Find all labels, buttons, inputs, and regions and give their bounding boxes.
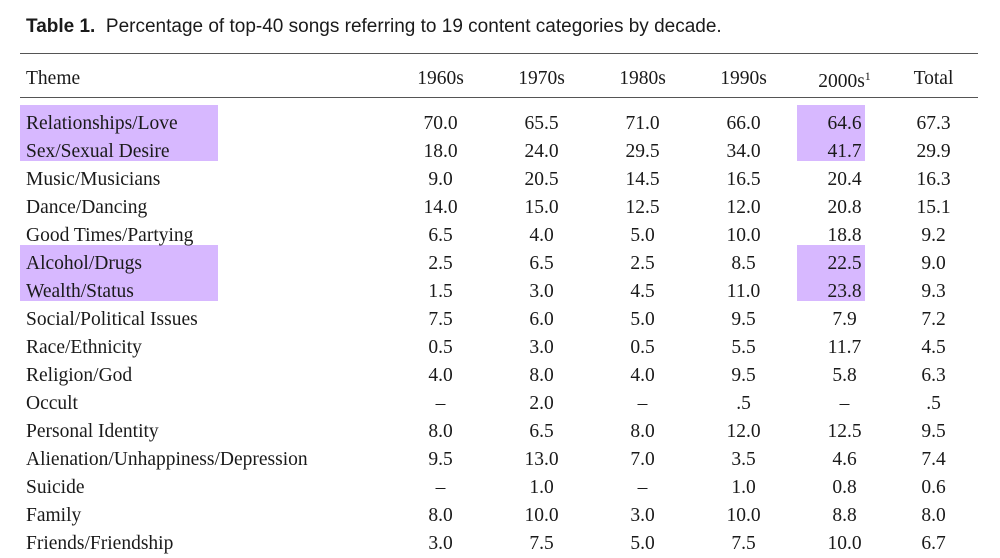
header-row — [20, 60, 972, 98]
content-categories-table — [20, 60, 972, 558]
cell-v1990s: 1.0 — [731, 477, 756, 498]
cell-v1990s: 12.0 — [726, 197, 761, 218]
table-row — [20, 474, 972, 502]
cell-v1990s: 3.5 — [731, 449, 756, 470]
cell-v2000s: 8.8 — [832, 505, 857, 526]
cell-v1960s: – — [435, 477, 446, 498]
cell-v2000s: 12.5 — [827, 421, 862, 442]
cell-v1960s: 7.5 — [428, 309, 453, 330]
cell-v1990s: 9.5 — [731, 365, 756, 386]
cell-total: 15.1 — [916, 197, 951, 218]
table-row — [20, 278, 972, 306]
cell-v1970s: 20.5 — [524, 169, 559, 190]
row-theme: Friends/Friendship — [26, 533, 174, 554]
cell-v1970s: 6.0 — [529, 309, 554, 330]
cell-total: 8.0 — [921, 505, 946, 526]
cell-v1980s: 12.5 — [625, 197, 660, 218]
table-row — [20, 334, 972, 362]
cell-v1980s: 8.0 — [630, 421, 655, 442]
row-theme: Social/Political Issues — [26, 309, 198, 330]
cell-v1970s: 13.0 — [524, 449, 559, 470]
table-body — [20, 110, 972, 558]
cell-v2000s: 10.0 — [827, 533, 862, 554]
row-theme: Family — [26, 505, 82, 526]
cell-v2000s: – — [839, 393, 850, 414]
header-1980s: 1980s — [619, 68, 666, 89]
cell-v1960s: 0.5 — [428, 337, 453, 358]
cell-v1980s: 3.0 — [630, 505, 655, 526]
cell-total: 9.2 — [921, 225, 946, 246]
row-theme: Sex/Sexual Desire — [26, 141, 170, 162]
row-theme: Occult — [26, 393, 78, 414]
cell-v1960s: 14.0 — [423, 197, 458, 218]
cell-v1990s: .5 — [736, 393, 751, 414]
table-row — [20, 418, 972, 446]
cell-v1990s: 66.0 — [726, 113, 761, 134]
cell-v1980s: 7.0 — [630, 449, 655, 470]
cell-v1990s: 12.0 — [726, 421, 761, 442]
cell-v1990s: 9.5 — [731, 309, 756, 330]
row-theme: Religion/God — [26, 365, 133, 386]
cell-v1990s: 10.0 — [726, 225, 761, 246]
row-theme: Relationships/Love — [26, 113, 178, 134]
cell-v1990s: 10.0 — [726, 505, 761, 526]
cell-v2000s: 18.8 — [827, 225, 862, 246]
cell-total: 9.3 — [921, 281, 946, 302]
cell-v2000s: 4.6 — [832, 449, 857, 470]
table-row — [20, 250, 972, 278]
cell-v2000s: 64.6 — [827, 113, 862, 134]
cell-v1980s: 5.0 — [630, 533, 655, 554]
header-total: Total — [913, 68, 954, 89]
cell-v2000s: 22.5 — [827, 253, 862, 274]
cell-total: 7.4 — [921, 449, 946, 470]
cell-v1960s: 18.0 — [423, 141, 458, 162]
cell-total: 9.0 — [921, 253, 946, 274]
cell-v1990s: 7.5 — [731, 533, 756, 554]
header-2000s-label: 2000s — [818, 71, 865, 92]
row-theme: Alcohol/Drugs — [26, 253, 142, 274]
footnote-mark: 1 — [864, 69, 871, 83]
cell-v1960s: 2.5 — [428, 253, 453, 274]
cell-v1980s: 5.0 — [630, 225, 655, 246]
table-row — [20, 194, 972, 222]
cell-v2000s: 23.8 — [827, 281, 862, 302]
table-caption-text: Percentage of top-40 songs referring to 19 content categories by decade. — [105, 16, 722, 37]
cell-v1970s: 6.5 — [529, 253, 554, 274]
cell-v1980s: 14.5 — [625, 169, 660, 190]
cell-v1980s: – — [637, 477, 648, 498]
cell-v1970s: 24.0 — [524, 141, 559, 162]
table-row — [20, 110, 972, 138]
cell-total: 6.3 — [921, 365, 946, 386]
cell-total: .5 — [926, 393, 941, 414]
header-theme: Theme — [26, 68, 81, 89]
table-row — [20, 166, 972, 194]
cell-v1970s: 4.0 — [529, 225, 554, 246]
cell-v1990s: 34.0 — [726, 141, 761, 162]
table-row — [20, 306, 972, 334]
cell-v2000s: 11.7 — [827, 337, 862, 358]
cell-v1960s: 8.0 — [428, 505, 453, 526]
row-theme: Personal Identity — [26, 421, 159, 442]
cell-v1980s: 2.5 — [630, 253, 655, 274]
table-row — [20, 362, 972, 390]
table-row — [20, 390, 972, 418]
cell-v2000s: 20.4 — [827, 169, 862, 190]
row-theme: Alienation/Unhappiness/Depression — [26, 449, 308, 470]
cell-v1960s: 9.0 — [428, 169, 453, 190]
row-theme: Suicide — [26, 477, 85, 498]
header-2000s — [794, 60, 895, 98]
row-theme: Race/Ethnicity — [26, 337, 142, 358]
cell-v2000s: 5.8 — [832, 365, 857, 386]
cell-total: 16.3 — [916, 169, 951, 190]
cell-v2000s: 41.7 — [827, 141, 862, 162]
cell-v1960s: 3.0 — [428, 533, 453, 554]
cell-v1990s: 16.5 — [726, 169, 761, 190]
cell-v1990s: 11.0 — [726, 281, 761, 302]
cell-v1970s: 2.0 — [529, 393, 554, 414]
cell-v1980s: 71.0 — [625, 113, 660, 134]
cell-v1980s: 5.0 — [630, 309, 655, 330]
cell-total: 29.9 — [916, 141, 951, 162]
top-rule — [20, 53, 978, 54]
table-row — [20, 222, 972, 250]
cell-v1970s: 7.5 — [529, 533, 554, 554]
cell-v1970s: 1.0 — [529, 477, 554, 498]
cell-v1980s: 29.5 — [625, 141, 660, 162]
cell-v1960s: 4.0 — [428, 365, 453, 386]
cell-v1960s: 1.5 — [428, 281, 453, 302]
row-theme: Music/Musicians — [26, 169, 161, 190]
cell-total: 7.2 — [921, 309, 946, 330]
cell-v2000s: 0.8 — [832, 477, 857, 498]
cell-v1970s: 10.0 — [524, 505, 559, 526]
cell-v1980s: – — [637, 393, 648, 414]
cell-v1970s: 65.5 — [524, 113, 559, 134]
cell-v1980s: 0.5 — [630, 337, 655, 358]
cell-v2000s: 7.9 — [832, 309, 857, 330]
cell-v1960s: – — [435, 393, 446, 414]
table-row — [20, 530, 972, 558]
cell-total: 4.5 — [921, 337, 946, 358]
cell-total: 9.5 — [921, 421, 946, 442]
cell-v1970s: 8.0 — [529, 365, 554, 386]
cell-v1970s: 6.5 — [529, 421, 554, 442]
table-label: Table 1. — [26, 16, 96, 37]
cell-v1970s: 3.0 — [529, 281, 554, 302]
cell-v2000s: 20.8 — [827, 197, 862, 218]
cell-v1960s: 9.5 — [428, 449, 453, 470]
cell-total: 67.3 — [916, 113, 951, 134]
header-1970s: 1970s — [518, 68, 565, 89]
cell-v1970s: 3.0 — [529, 337, 554, 358]
cell-v1960s: 6.5 — [428, 225, 453, 246]
header-1990s: 1990s — [720, 68, 767, 89]
cell-v1980s: 4.5 — [630, 281, 655, 302]
cell-total: 0.6 — [921, 477, 946, 498]
table-row — [20, 502, 972, 530]
table-caption — [26, 16, 722, 38]
table-row — [20, 446, 972, 474]
cell-total: 6.7 — [921, 533, 946, 554]
cell-v1970s: 15.0 — [524, 197, 559, 218]
row-theme: Wealth/Status — [26, 281, 134, 302]
header-1960s: 1960s — [417, 68, 464, 89]
cell-v1990s: 8.5 — [731, 253, 756, 274]
cell-v1980s: 4.0 — [630, 365, 655, 386]
cell-v1960s: 70.0 — [423, 113, 458, 134]
row-theme: Dance/Dancing — [26, 197, 148, 218]
cell-v1990s: 5.5 — [731, 337, 756, 358]
table-row — [20, 138, 972, 166]
row-theme: Good Times/Partying — [26, 225, 194, 246]
cell-v1960s: 8.0 — [428, 421, 453, 442]
